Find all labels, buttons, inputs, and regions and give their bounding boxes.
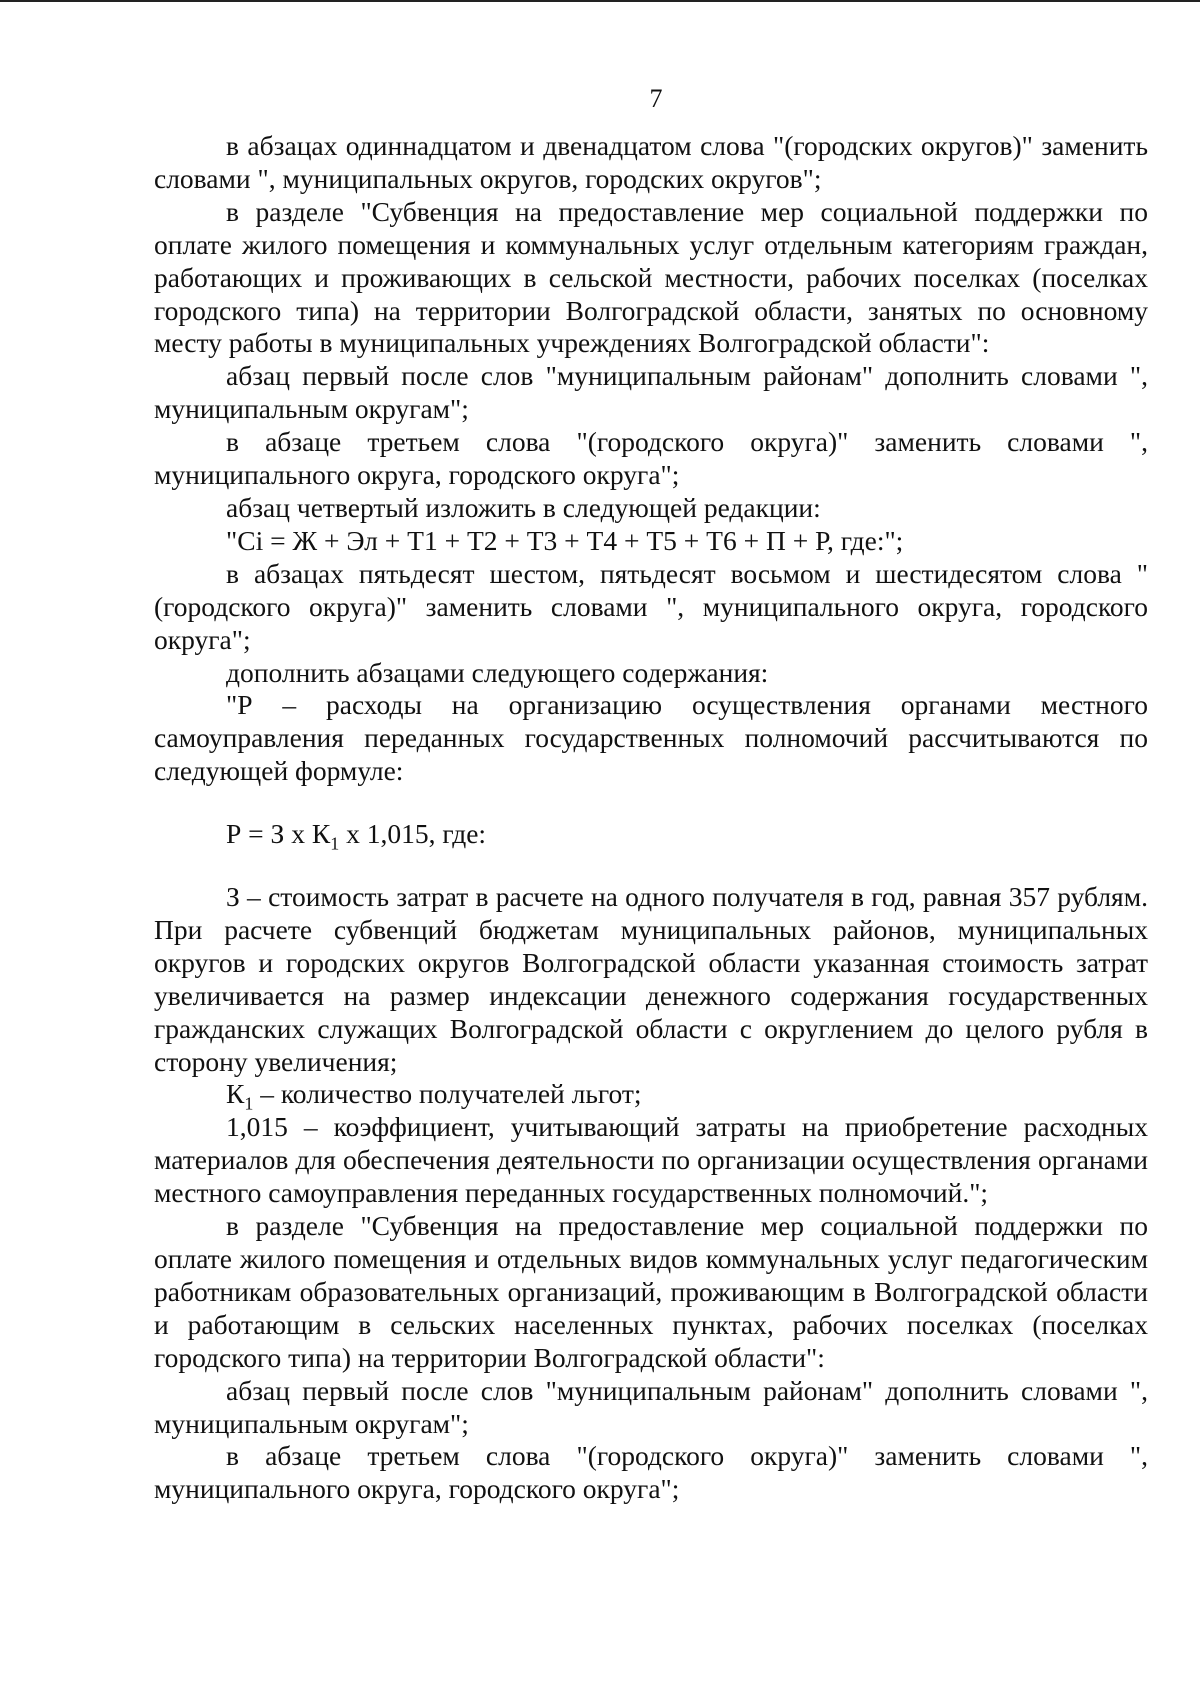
formula-ci: "Ci = Ж + Эл + Т1 + Т2 + Т3 + Т4 + Т5 + Т6 + П + Р, где:";: [226, 524, 904, 556]
paragraph: в разделе "Субвенция на предоставление мер социальной поддержки по оплате жилого помещения и коммунальных услуг отдельным категориям граждан, работающих и проживающих в сельской местности, рабочих поселках (поселках городского типа) на территории Волгоградской области, занятых по основному месту работы в муниципальных учреждениях Волгоградской области":: [154, 195, 1148, 359]
formula-p: [154, 818, 1148, 854]
formula-before: Р = З x К: [226, 818, 331, 850]
k1-definition: [154, 1078, 1148, 1114]
paragraph: З – стоимость затрат в расчете на одного получателя в год, равная 357 рублям. При расчете субвенций бюджетам муниципальных районов, муниципальных округов и городских округов Волгоградской области указанная стоимость затрат увеличивается на размер индексации денежного содержания государственных гражданских служащих Волгоградской области с округлением до целого рубля в сторону увеличения;: [154, 881, 1148, 1077]
paragraph: в абзацах пятьдесят шестом, пятьдесят восьмом и шестидесятом слова "(городского округа)" заменить словами ", муниципального округа, городского округа";: [154, 557, 1148, 655]
formula-subscript: 1: [330, 833, 340, 854]
paragraph: абзац первый после слов "муниципальным районам" дополнить словами ", муниципальным округам";: [154, 360, 1148, 425]
paragraph: "Р – расходы на организацию осуществления органами местного самоуправления переданных государственных полномочий рассчитываются по следующей формуле:: [154, 689, 1148, 787]
paragraph: в абзаце третьем слова "(городского округа)" заменить словами ", муниципального округа, городского округа";: [154, 1440, 1148, 1505]
paragraph: абзац четвертый изложить в следующей редакции:: [226, 491, 821, 523]
k1-before: К: [226, 1078, 245, 1110]
page-number: 7: [649, 84, 663, 113]
formula-after: x 1,015, где:: [339, 818, 487, 850]
paragraph: 1,015 – коэффициент, учитывающий затраты на приобретение расходных материалов для обеспечения деятельности по организации осуществления органами местного самоуправления переданных государственных полномочий.";: [154, 1111, 1148, 1209]
paragraph: дополнить абзацами следующего содержания:: [226, 656, 769, 688]
document-body: [154, 130, 1148, 1506]
k1-subscript: 1: [244, 1093, 254, 1114]
paragraph: в разделе "Субвенция на предоставление мер социальной поддержки по оплате жилого помещения и отдельных видов коммунальных услуг педагогическим работникам образовательных организаций, проживающим в Волгоградской области и работающим в сельских населенных пунктах, рабочих поселках (поселках городского типа) на территории Волгоградской области":: [154, 1210, 1148, 1373]
paragraph: в абзацах одиннадцатом и двенадцатом слова "(городских округов)" заменить словами ", муниципальных округов, городских округов";: [154, 130, 1148, 194]
paragraph: абзац первый после слов "муниципальным районам" дополнить словами ", муниципальным округам";: [154, 1374, 1148, 1439]
paragraph: в абзаце третьем слова "(городского округа)" заменить словами ", муниципального округа, городского округа";: [154, 426, 1148, 491]
k1-after: – количество получателей льгот;: [253, 1078, 642, 1110]
